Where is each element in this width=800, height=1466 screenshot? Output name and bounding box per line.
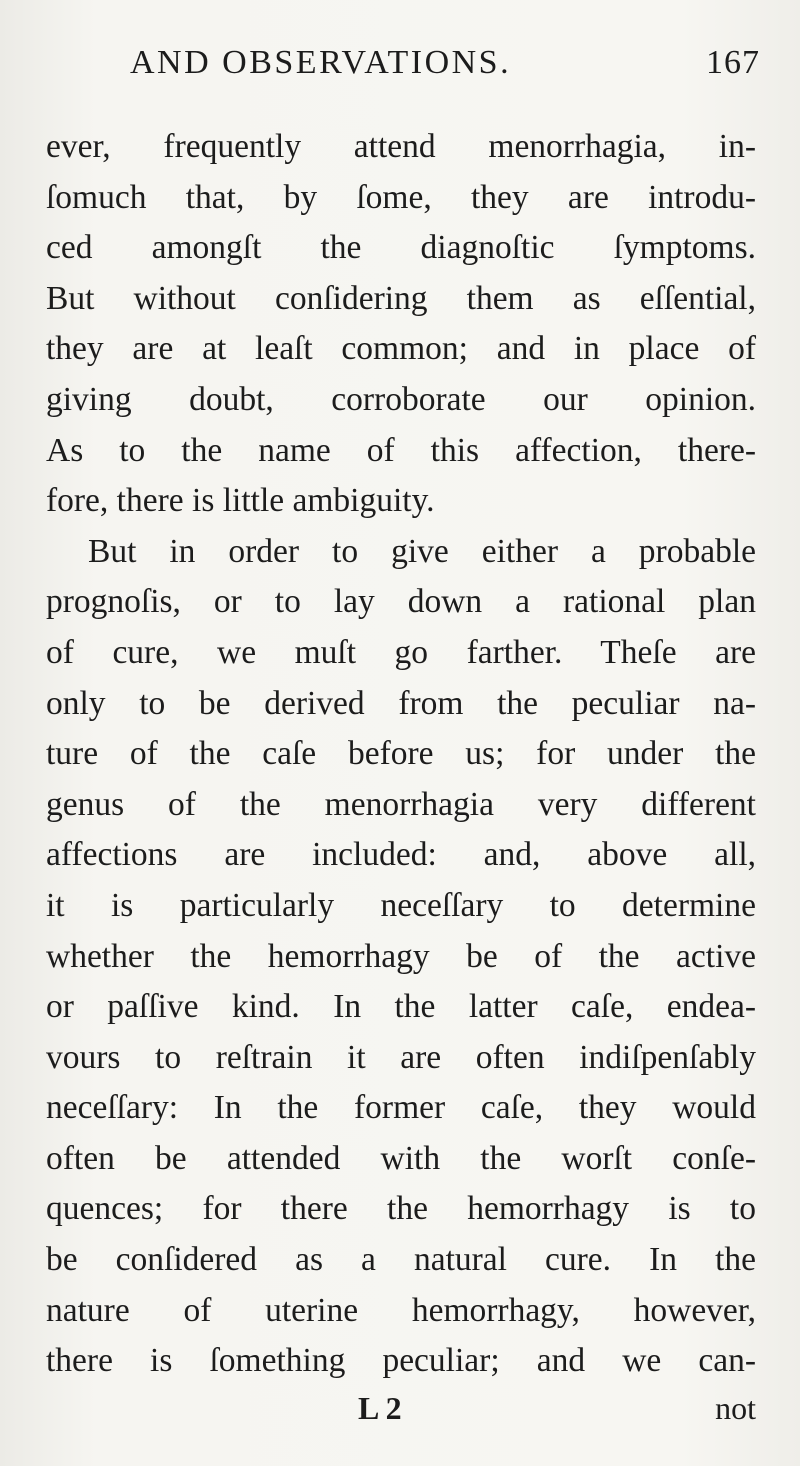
text-line: quences; for there the hemorrhagy is to bbox=[46, 1190, 756, 1228]
signature-mark: L 2 bbox=[358, 1390, 402, 1426]
text-line: they are at leaſt common; and in place of bbox=[46, 330, 756, 368]
text-line: there is ſomething peculiar; and we can- bbox=[46, 1342, 756, 1380]
text-line: affections are included: and, above all, bbox=[46, 836, 756, 874]
text-line: But without conſidering them as eſſential, bbox=[46, 279, 756, 317]
text-line: nature of uterine hemorrhagy, however, bbox=[46, 1291, 756, 1329]
text-line: As to the name of this affection, there- bbox=[46, 431, 756, 469]
catchword: not bbox=[715, 1390, 756, 1426]
paragraph-end-line: fore, there is little ambiguity. bbox=[46, 482, 435, 520]
text-line: often be attended with the worſt conſe- bbox=[46, 1139, 756, 1177]
text-line: genus of the menorrhagia very different bbox=[46, 785, 756, 823]
text-line: ture of the caſe before us; for under the bbox=[46, 735, 756, 773]
body-text bbox=[46, 122, 756, 1387]
text-line: only to be derived from the peculiar na- bbox=[46, 684, 756, 722]
text-line: ced amongſt the diagnoſtic ſymptoms. bbox=[46, 229, 756, 267]
text-line: be conſidered as a natural cure. In the bbox=[46, 1241, 756, 1279]
text-line: whether the hemorrhagy be of the active bbox=[46, 937, 756, 975]
text-line: ever, frequently attend menorrhagia, in- bbox=[46, 128, 756, 165]
page-footer bbox=[46, 1390, 756, 1430]
text-line: or paſſive kind. In the latter caſe, endea- bbox=[46, 988, 756, 1026]
paragraph-start-line: But in order to give either a probable bbox=[88, 532, 756, 570]
text-line: giving doubt, corroborate our opinion. bbox=[46, 380, 756, 418]
text-line: ſomuch that, by ſome, they are introdu- bbox=[46, 178, 756, 216]
running-title: AND OBSERVATIONS. bbox=[130, 44, 512, 81]
running-head bbox=[130, 44, 760, 94]
text-line: prognoſis, or to lay down a rational plan bbox=[46, 583, 756, 621]
text-line: of cure, we muſt go farther. Theſe are bbox=[46, 633, 756, 671]
text-line: it is particularly neceſſary to determine bbox=[46, 886, 756, 924]
text-line: vours to reſtrain it are often indiſpenſably bbox=[46, 1038, 756, 1076]
page-number: 167 bbox=[706, 44, 760, 81]
text-line: neceſſary: In the former caſe, they would bbox=[46, 1089, 756, 1127]
